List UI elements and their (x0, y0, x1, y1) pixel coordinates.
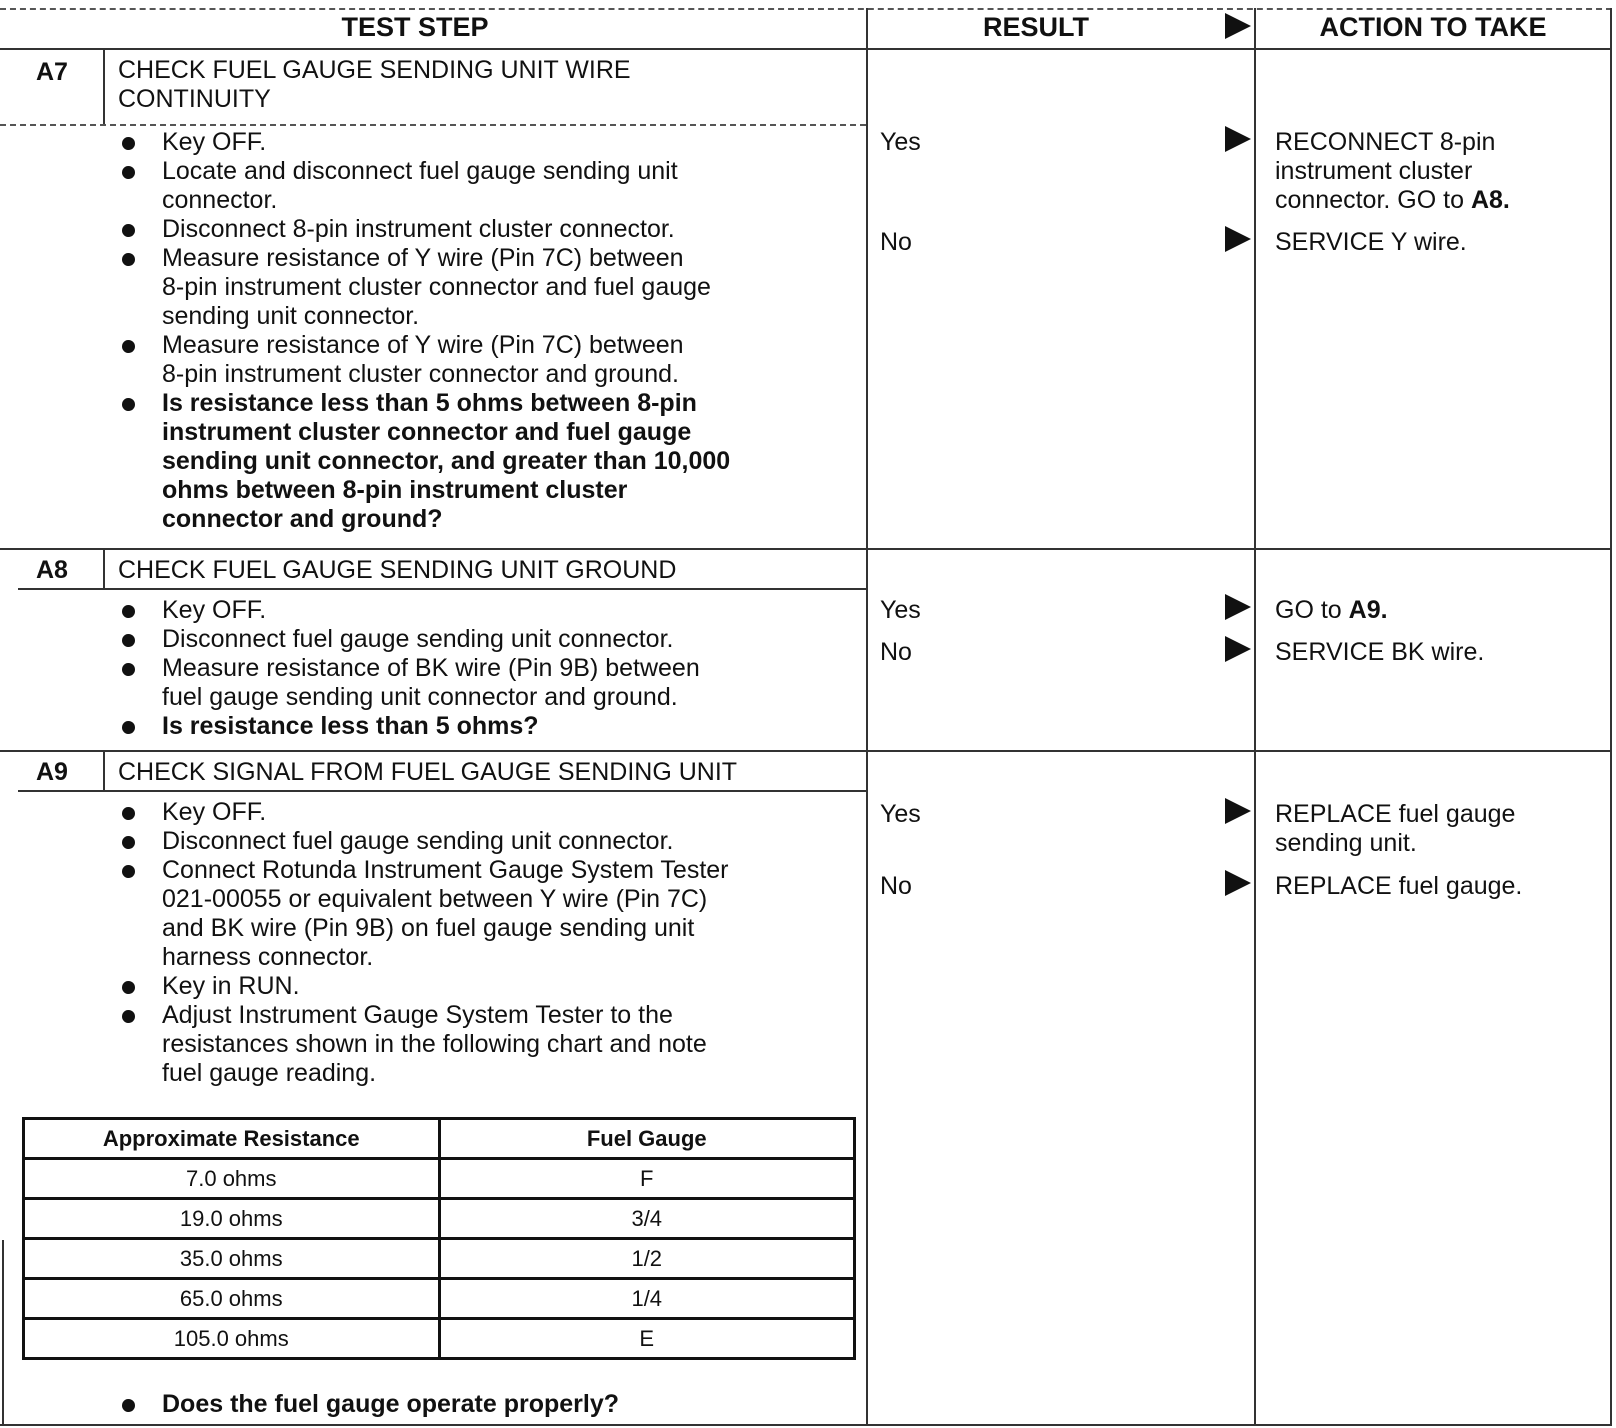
bullet-item: Measure resistance of BK wire (Pin 9B) between (162, 654, 862, 683)
a7-id-divider (103, 48, 105, 124)
table-cell: 105.0 ohms (24, 1319, 440, 1359)
header-arrow-icon (1225, 13, 1251, 39)
action-no: SERVICE Y wire. (1275, 228, 1467, 256)
action-no: REPLACE fuel gauge. (1275, 872, 1523, 900)
action-no: SERVICE BK wire. (1275, 638, 1485, 666)
step-title: CHECK FUEL GAUGE SENDING UNIT GROUND (118, 556, 677, 584)
result-arrow-icon (1225, 636, 1251, 662)
a8-title-divider (18, 588, 866, 590)
bullet-item: Locate and disconnect fuel gauge sending unit (162, 157, 862, 186)
bullet-item: Disconnect fuel gauge sending unit connector. (162, 625, 862, 654)
bullet-continuation: resistances shown in the following chart and note (162, 1030, 707, 1058)
table-cell: 1/2 (439, 1239, 855, 1279)
bullet-icon (122, 398, 135, 411)
result-yes: Yes (880, 800, 921, 828)
bottom-border (0, 1424, 1612, 1426)
result-arrow-icon (1225, 594, 1251, 620)
bullet-icon (122, 836, 135, 849)
step-bullets (162, 798, 862, 1088)
bullet-continuation: 021-00055 or equivalent between Y wire (Pin 7C) (162, 885, 708, 913)
step-id: A7 (36, 58, 68, 86)
table-header: Fuel Gauge (439, 1119, 855, 1159)
a8-top-divider (0, 548, 1612, 550)
bullet-continuation: sending unit connector. (162, 302, 420, 330)
col-divider-action (1254, 8, 1256, 1424)
action-yes (1275, 128, 1605, 215)
bullet-icon (122, 605, 135, 618)
a9-id-divider (103, 750, 105, 790)
bullet-item: Measure resistance of Y wire (Pin 7C) between (162, 331, 862, 360)
bullet-continuation: fuel gauge reading. (162, 1059, 377, 1087)
header-result: RESULT (983, 12, 1089, 42)
table-cell: 7.0 ohms (24, 1159, 440, 1199)
action-line: REPLACE fuel gauge (1275, 800, 1516, 828)
table-row (24, 1239, 855, 1279)
bullet-continuation: instrument cluster connector and fuel gauge (162, 418, 692, 446)
table-cell: E (439, 1319, 855, 1359)
bullet-continuation: sending unit connector, and greater than 10,000 (162, 447, 731, 475)
header-action: ACTION TO TAKE (1319, 12, 1547, 42)
result-yes: Yes (880, 596, 921, 624)
table-row (24, 1279, 855, 1319)
bullet-continuation: harness connector. (162, 943, 374, 971)
result-no: No (880, 872, 912, 900)
bullet-item: Key OFF. (162, 596, 862, 625)
table-header: Approximate Resistance (24, 1119, 440, 1159)
table-row (24, 1159, 855, 1199)
result-arrow-icon (1225, 798, 1251, 824)
bullet-icon (122, 981, 135, 994)
bullet-item: Is resistance less than 5 ohms between 8-pin (162, 389, 862, 418)
bullet-icon (122, 1010, 135, 1023)
step-id: A8 (36, 556, 68, 584)
table-cell: 65.0 ohms (24, 1279, 440, 1319)
bullet-continuation: connector. (162, 186, 278, 214)
bullet-icon (122, 807, 135, 820)
bullet-item: Connect Rotunda Instrument Gauge System Tester (162, 856, 862, 885)
table-cell: F (439, 1159, 855, 1199)
table-row (24, 1199, 855, 1239)
left-border (2, 1240, 4, 1424)
final-question (162, 1390, 862, 1419)
bullet-item: Key OFF. (162, 128, 862, 157)
step-title-line: CONTINUITY (118, 85, 271, 113)
result-no: No (880, 638, 912, 666)
result-arrow-icon (1225, 870, 1251, 896)
step-link: A9. (1348, 596, 1388, 624)
bullet-item: Key OFF. (162, 798, 862, 827)
step-link: A8. (1470, 186, 1510, 214)
bullet-icon (122, 1399, 135, 1412)
header-test-step: TEST STEP (341, 12, 489, 42)
a9-top-divider (0, 750, 1612, 752)
bullet-icon (122, 663, 135, 676)
step-title-line: CHECK FUEL GAUGE SENDING UNIT WIRE (118, 56, 631, 84)
a9-title-divider (18, 790, 866, 792)
action-yes (1275, 800, 1605, 858)
bullet-item: Measure resistance of Y wire (Pin 7C) between (162, 244, 862, 273)
table-row (24, 1319, 855, 1359)
action-line: connector. GO to A8. (1275, 186, 1510, 214)
resistance-table (22, 1117, 856, 1360)
bullet-item: Key in RUN. (162, 972, 862, 1001)
bullet-continuation: and BK wire (Pin 9B) on fuel gauge sending unit (162, 914, 695, 942)
table-cell: 35.0 ohms (24, 1239, 440, 1279)
bullet-continuation: ohms between 8-pin instrument cluster (162, 476, 628, 504)
bullet-continuation: fuel gauge sending unit connector and ground. (162, 683, 678, 711)
step-bullets (162, 128, 862, 534)
result-arrow-icon (1225, 126, 1251, 152)
action-line: instrument cluster (1275, 157, 1473, 185)
bullet-continuation: 8-pin instrument cluster connector and fuel gauge (162, 273, 711, 301)
result-yes: Yes (880, 128, 921, 156)
col-divider-result (866, 8, 868, 1424)
bullet-continuation: connector and ground? (162, 505, 443, 533)
bullet-item: Disconnect fuel gauge sending unit connector. (162, 827, 862, 856)
table-cell: 19.0 ohms (24, 1199, 440, 1239)
step-title (118, 56, 848, 114)
step-title: CHECK SIGNAL FROM FUEL GAUGE SENDING UNIT (118, 758, 738, 786)
bullet-item: Disconnect 8-pin instrument cluster connector. (162, 215, 862, 244)
bullet-icon (122, 166, 135, 179)
bullet-icon (122, 224, 135, 237)
step-bullets (162, 596, 862, 741)
bullet-item: Is resistance less than 5 ohms? (162, 712, 862, 741)
bullet-icon (122, 721, 135, 734)
action-line: RECONNECT 8-pin (1275, 128, 1496, 156)
bullet-item: Does the fuel gauge operate properly? (162, 1390, 862, 1419)
a8-id-divider (103, 548, 105, 588)
bullet-icon (122, 865, 135, 878)
step-id: A9 (36, 758, 68, 786)
bullet-icon (122, 340, 135, 353)
header-divider (0, 48, 1612, 50)
table-cell: 1/4 (439, 1279, 855, 1319)
action-line: sending unit. (1275, 829, 1417, 857)
bullet-icon (122, 634, 135, 647)
right-border (1610, 8, 1612, 1424)
a7-title-divider (0, 124, 866, 126)
bullet-item: Adjust Instrument Gauge System Tester to the (162, 1001, 862, 1030)
table-cell: 3/4 (439, 1199, 855, 1239)
bullet-icon (122, 137, 135, 150)
action-yes: GO to A9. (1275, 596, 1388, 624)
table-header-row (24, 1119, 855, 1159)
bullet-continuation: 8-pin instrument cluster connector and ground. (162, 360, 679, 388)
top-border (0, 8, 1612, 10)
result-arrow-icon (1225, 226, 1251, 252)
result-no: No (880, 228, 912, 256)
bullet-icon (122, 253, 135, 266)
